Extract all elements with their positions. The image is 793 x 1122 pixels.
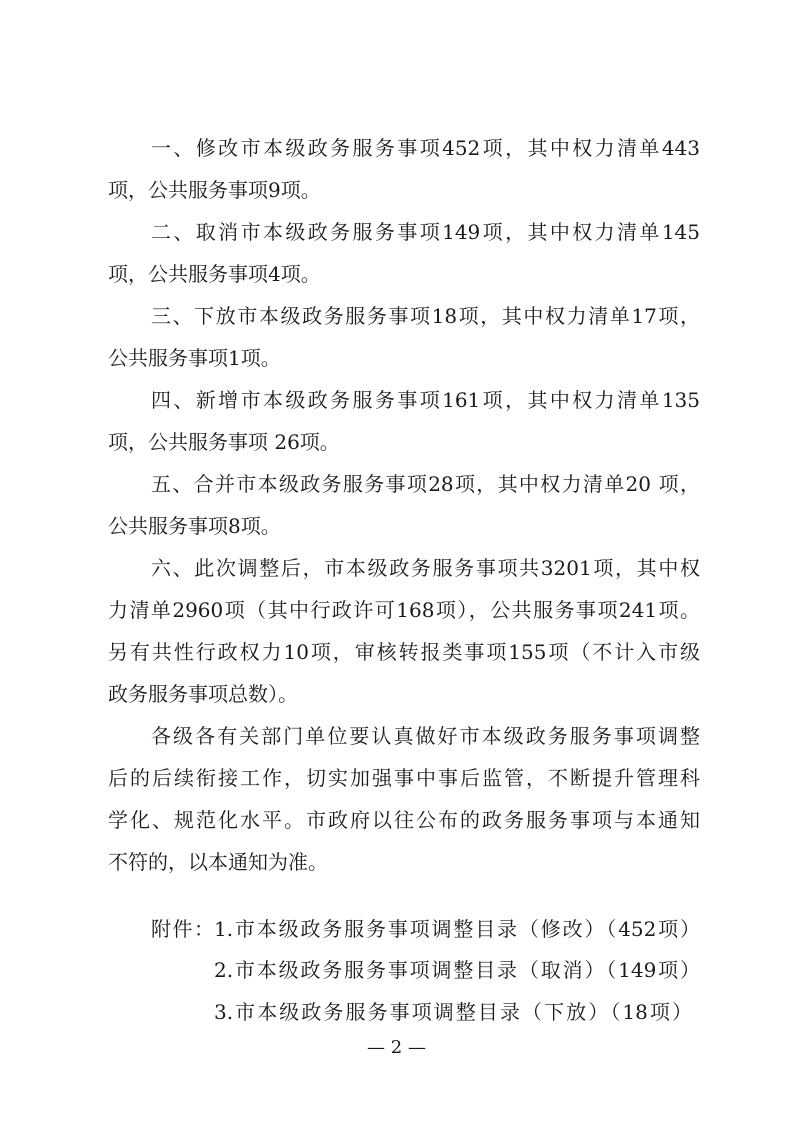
paragraph-6-line-4: 政务服务事项总数）。 <box>108 682 298 706</box>
attachment-item-3: 3.市本级政务服务事项调整目录（下放）（18项） <box>214 1000 692 1024</box>
paragraph-3-line-1: 三、下放市本级政务服务事项18项，其中权力清单17项， <box>151 304 700 328</box>
paragraph-7-line-4: 不符的，以本通知为准。 <box>108 850 328 874</box>
paragraph-5-line-2: 公共服务事项8项。 <box>108 514 281 538</box>
paragraph-6-line-1: 六、此次调整后，市本级政务服务事项共3201项，其中权 <box>151 556 700 580</box>
attachment-item-1: 1.市本级政务服务事项调整目录（修改）（452项） <box>214 917 700 941</box>
page-number: — 2 — <box>367 1037 426 1058</box>
paragraph-6-line-2: 力清单2960项（其中行政许可168项），公共服务事项241项。 <box>108 598 700 622</box>
attachments-label: 附件： <box>151 917 214 941</box>
paragraph-7-line-3: 学化、规范化水平。市政府以往公布的政务服务事项与本通知 <box>108 808 700 832</box>
paragraph-1-line-2: 项，公共服务事项9项。 <box>108 178 321 202</box>
paragraph-4-line-2: 项，公共服务事项 26项。 <box>108 430 340 454</box>
paragraph-3-line-2: 公共服务事项1项。 <box>108 346 281 370</box>
paragraph-1-line-1: 一、修改市本级政务服务事项452项，其中权力清单443 <box>151 136 700 160</box>
paragraph-6-line-3: 另有共性行政权力10项，审核转报类事项155项（不计入市级 <box>108 640 700 664</box>
attachment-item-2: 2.市本级政务服务事项调整目录（取消）（149项） <box>214 958 700 982</box>
paragraph-5-line-1: 五、合并市本级政务服务事项28项，其中权力清单20 项， <box>151 472 700 496</box>
paragraph-4-line-1: 四、新增市本级政务服务事项161项，其中权力清单135 <box>151 388 700 412</box>
paragraph-2-line-2: 项，公共服务事项4项。 <box>108 262 321 286</box>
paragraph-7-line-1: 各级各有关部门单位要认真做好市本级政务服务事项调整 <box>151 724 700 748</box>
paragraph-7-line-2: 后的后续衔接工作，切实加强事中事后监管，不断提升管理科 <box>108 766 700 790</box>
paragraph-2-line-1: 二、取消市本级政务服务事项149项，其中权力清单145 <box>151 220 700 244</box>
